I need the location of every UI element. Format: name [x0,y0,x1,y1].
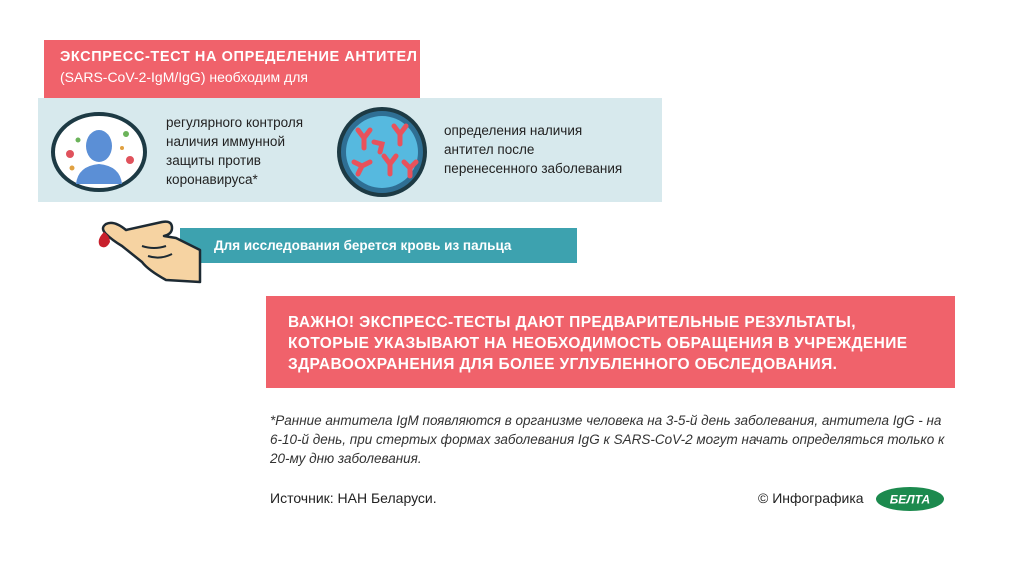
antibodies-icon [334,106,430,198]
purpose-line: определения наличия [444,123,583,138]
blood-note: Для исследования берется кровь из пальца [180,228,577,263]
purpose-line: защиты против [166,153,261,168]
credit-text: © Инфографика [758,490,864,506]
header-subtitle: (SARS-CoV-2-IgM/IgG) необходим для [60,69,308,85]
footnote-line: 6-10-й день, при стертых формах заболевания IgG к SARS-CoV-2 могут начать определяться только к [270,432,945,447]
person-virus-icon [50,112,148,192]
purpose-line: антител после [444,142,535,157]
footnote [270,411,960,468]
source-text: Источник: НАН Беларуси. [270,490,437,506]
belta-logo [875,486,945,512]
purpose-line: перенесенного заболевания [444,161,623,176]
header-banner [44,40,420,100]
important-line: ЗДРАВООХРАНЕНИЯ ДЛЯ БОЛЕЕ УГЛУБЛЕННОГО ОБСЛЕДОВАНИЯ. [288,356,838,373]
purpose-line: коронавируса* [166,172,258,187]
purpose-immunity-text [166,113,326,189]
purpose-antibodies-text [444,121,659,178]
svg-text:БЕЛТА: БЕЛТА [889,492,931,507]
purpose-line: наличия иммунной [166,134,285,149]
finger-blood-icon [92,210,208,290]
important-line: КОТОРЫЕ УКАЗЫВАЮТ НА НЕОБХОДИМОСТЬ ОБРАЩЕНИЯ В УЧРЕЖДЕНИЕ [288,335,908,352]
header-title: ЭКСПРЕСС-ТЕСТ НА ОПРЕДЕЛЕНИЕ АНТИТЕЛ [60,49,418,65]
important-line: ВАЖНО! ЭКСПРЕСС-ТЕСТЫ ДАЮТ ПРЕДВАРИТЕЛЬНЫЕ РЕЗУЛЬТАТЫ, [288,314,856,331]
important-note [266,296,955,388]
footnote-line: *Ранние антитела IgM появляются в организме человека на 3-5-й день заболевания, антитела IgG - на [270,413,942,428]
footnote-line: 20-му дню заболевания. [270,451,422,466]
purpose-line: регулярного контроля [166,115,304,130]
